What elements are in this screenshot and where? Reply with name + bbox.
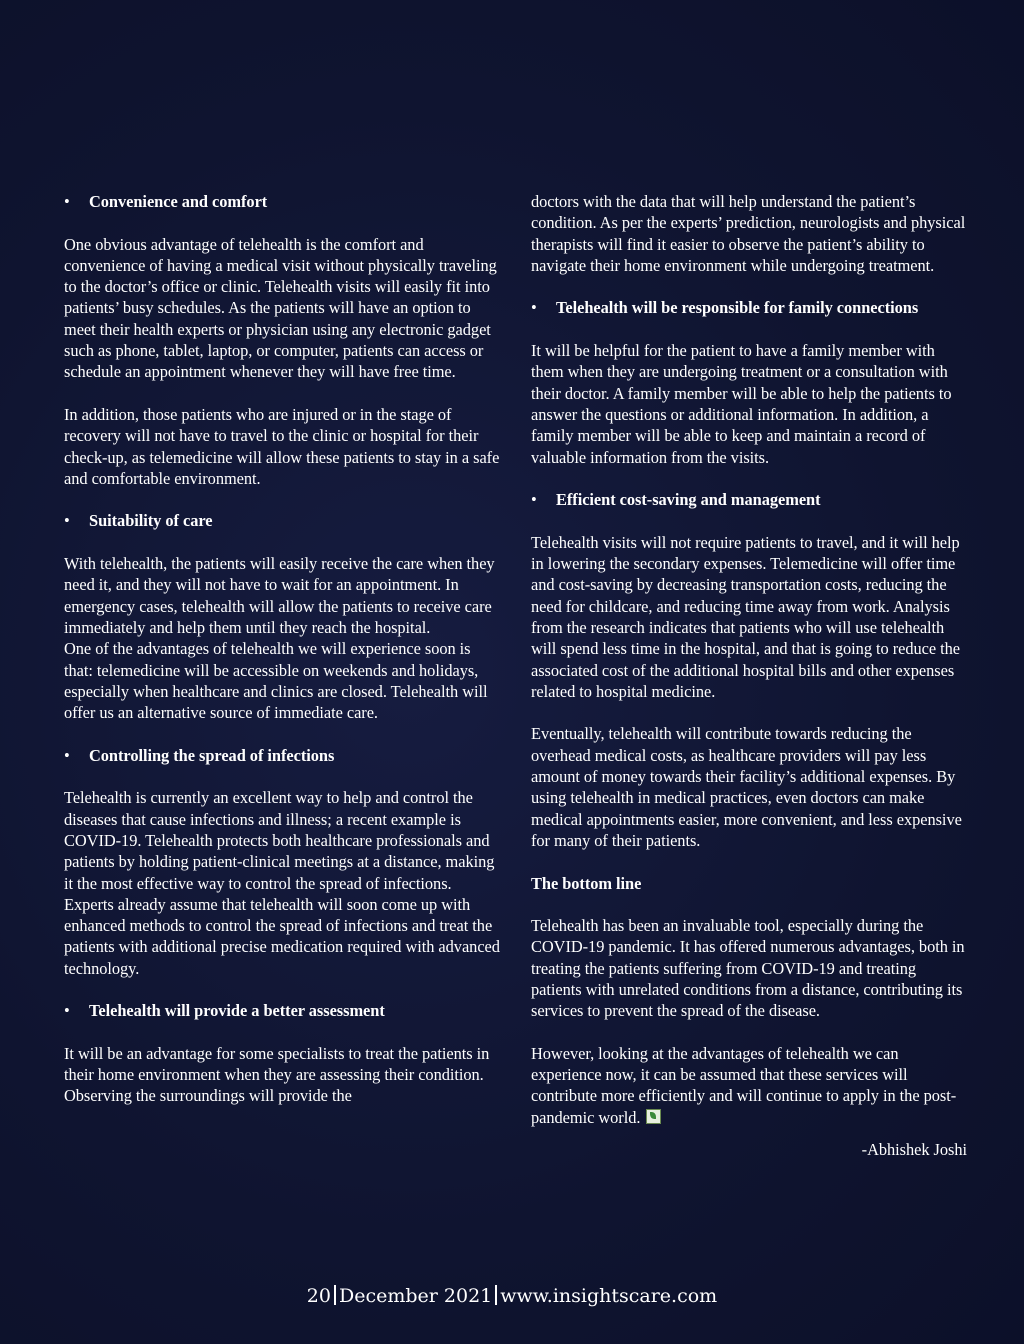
- paragraph: Telehealth visits will not require patients to travel, and it will help in lowering the secondary expenses. Telemedicine will offer time and cost-saving by decreasing transportation costs, reducing the need for childcare, and reducing time away from work. Analysis from the research indicates that patients who will use telehealth will spend less time in the hospital, and that is going to reduce the associated cost of the additional hospital bills and other expenses related to hospital medicine.: [531, 532, 961, 701]
- section-heading-assessment: [64, 1000, 500, 1021]
- page-footer: [0, 1283, 1024, 1309]
- paragraph: It will be an advantage for some specialists to treat the patients in their home environment when they are assessing their condition. Observing the surroundings will provide the: [64, 1043, 490, 1106]
- paragraph: One of the advantages of telehealth we will experience soon is that: telemedicine will be accessible on weekends and holidays, especially when healthcare and clinics are closed. Telehealth will offer us an alternative source of immediate care.: [64, 639, 488, 723]
- bullet-icon: •: [531, 298, 537, 318]
- paragraph: It will be helpful for the patient to have a family member with them when they are undergoing treatment or a consultation with their doctor. A family member will be able to help the patients to answer the questions or additional information. In addition, a family member will be able to keep and maintain a record of valuable information from the visits.: [531, 341, 952, 467]
- issue-date: December 2021: [338, 1285, 493, 1307]
- section-heading-bottom-line: The bottom line: [531, 873, 642, 893]
- paragraph: Eventually, telehealth will contribute towards reducing the overhead medical costs, as healthcare providers will pay less amount of money towards their facility’s additional expenses. By using telehealth in medical practices, even doctors can make medical appointments easier, more convenient, and less expensive for many of their patients.: [531, 724, 962, 850]
- section-heading-cost: [531, 489, 967, 510]
- section-heading-family: [531, 297, 967, 318]
- paragraph: Telehealth has been an invaluable tool, especially during the COVID-19 pandemic. It has offered numerous advantages, both in treating the patients suffering from COVID-19 and treating patients with unrelated conditions from a distance, contributing its services to prevent the spread of the disease.: [531, 916, 965, 1021]
- section-heading-infections: [64, 745, 500, 766]
- bullet-icon: •: [64, 745, 70, 765]
- bullet-icon: •: [64, 1001, 70, 1021]
- page-number: 20: [306, 1285, 331, 1307]
- paragraph: Telehealth is currently an excellent way to help and control the diseases that cause infections and illness; a recent example is COVID-19. Telehealth protects both healthcare professionals and patients by holding patient-clinical meetings at a distance, making it the most effective way to control the spread of infections. Experts already assume that telehealth will soon come up with enhanced methods to control the spread of infections and treat the patients with additional precise medication required with advanced technology.: [64, 788, 500, 978]
- paragraph: One obvious advantage of telehealth is the comfort and convenience of having a medical visit without physically traveling to the doctor’s office or clinic. Telehealth visits will easily fit into patients’ busy schedules. As the patients will have an option to meet their health experts or physician using any electronic gadget such as phone, tablet, laptop, or computer, patients can access or schedule an appointment whenever they will have free time.: [64, 234, 497, 382]
- left-column: [64, 191, 500, 1107]
- paragraph: With telehealth, the patients will easily receive the care when they need it, and they will not have to wait for an appointment. In emergency cases, telehealth will allow the patients to receive care immediately and help them until they reach the hospital.: [64, 554, 495, 637]
- bullet-icon: •: [64, 192, 70, 211]
- paragraph: doctors with the data that will help understand the patient’s condition. As per the experts’ prediction, neurologists and physical therapists will find it easier to observe the patient’s ability to navigate their home environment while undergoing treatment.: [531, 192, 966, 275]
- right-column: [531, 191, 967, 1160]
- heading-text: Efficient cost-saving and management: [556, 490, 821, 510]
- footer-divider: [334, 1285, 336, 1305]
- closing-paragraph: [531, 1043, 967, 1128]
- footer-divider: [495, 1285, 497, 1305]
- website-link[interactable]: www.insightscare.com: [500, 1285, 718, 1307]
- bullet-icon: •: [64, 511, 70, 531]
- heading-text: Suitability of care: [89, 511, 213, 531]
- heading-text: Controlling the spread of infections: [89, 745, 335, 765]
- heading-text: Telehealth will provide a better assessment: [89, 1001, 385, 1021]
- section-heading-suitability: [64, 510, 500, 531]
- heading-text: Convenience and comfort: [89, 192, 268, 211]
- heading-text: Telehealth will be responsible for family connections: [556, 298, 919, 318]
- author-signature: -Abhishek Joshi: [861, 1140, 967, 1160]
- closing-text: However, looking at the advantages of telehealth we can experience now, it can be assumed that these services will contribute more efficiently and will continue to apply in the post-pandemic world.: [531, 1043, 957, 1127]
- paragraph: In addition, those patients who are injured or in the stage of recovery will not have to travel to the clinic or hospital for their check-up, as telemedicine will allow these patients to stay in a safe and comfortable environment.: [64, 404, 500, 488]
- section-heading-convenience: [64, 191, 500, 212]
- end-mark-leaf-icon: [646, 1109, 661, 1124]
- bullet-icon: •: [531, 490, 537, 510]
